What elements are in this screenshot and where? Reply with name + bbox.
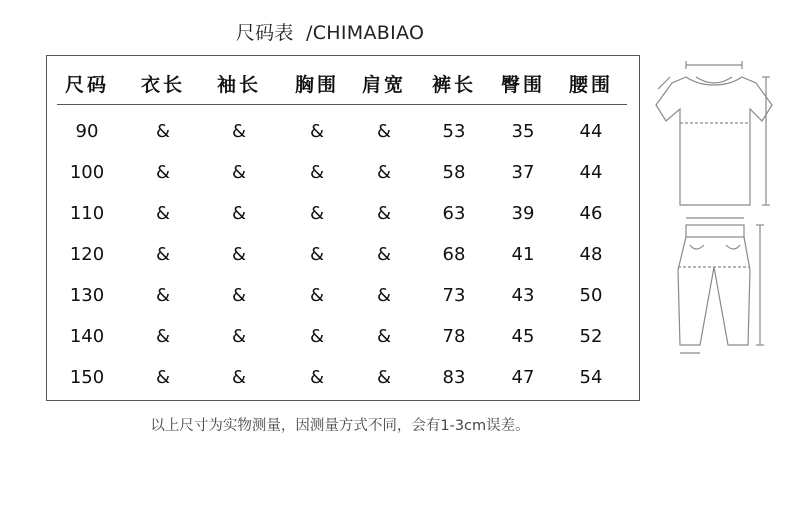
cell-chest: & [309,162,325,183]
cell-shoulder: & [376,326,392,347]
header-pants-length: 裤长 [431,74,476,96]
cell-sleeve: & [231,367,247,388]
header-shoulder: 肩宽 [361,74,406,96]
pants-diagram-icon [678,218,764,353]
cell-sleeve: & [231,162,247,183]
cell-pants-length: 63 [442,203,466,224]
cell-chest: & [309,367,325,388]
cell-pants-length: 58 [442,162,466,183]
cell-waist: 44 [579,162,603,183]
cell-length: & [155,244,171,265]
tshirt-diagram-icon [650,55,780,370]
header-divider [57,104,627,105]
cell-shoulder: & [376,203,392,224]
cell-shoulder: & [376,285,392,306]
title-en: /CHIMABIAO [306,22,425,44]
cell-sleeve: & [231,326,247,347]
cell-shoulder: & [376,367,392,388]
cell-pants-length: 78 [442,326,466,347]
cell-length: & [155,203,171,224]
cell-hip: 37 [511,162,535,183]
header-size: 尺码 [64,74,109,96]
cell-length: & [155,121,171,142]
cell-chest: & [309,244,325,265]
cell-size: 100 [69,162,105,183]
cell-length: & [155,285,171,306]
cell-size: 150 [69,367,105,388]
cell-size: 130 [69,285,105,306]
cell-hip: 43 [511,285,535,306]
measurement-note: 以上尺寸为实物测量，因测量方式不同，会有1-3cm误差。 [150,418,530,434]
cell-chest: & [309,285,325,306]
cell-shoulder: & [376,121,392,142]
cell-length: & [155,367,171,388]
cell-length: & [155,326,171,347]
cell-sleeve: & [231,244,247,265]
cell-waist: 46 [579,203,603,224]
header-hip: 臀围 [500,74,545,96]
cell-waist: 44 [579,121,603,142]
cell-shoulder: & [376,162,392,183]
cell-sleeve: & [231,285,247,306]
cell-size: 90 [75,121,99,142]
cell-waist: 50 [579,285,603,306]
cell-hip: 41 [511,244,535,265]
cell-size: 140 [69,326,105,347]
cell-sleeve: & [231,203,247,224]
header-sleeve: 袖长 [216,74,261,96]
cell-length: & [155,162,171,183]
header-length: 衣长 [140,74,185,96]
cell-chest: & [309,203,325,224]
cell-hip: 39 [511,203,535,224]
cell-waist: 52 [579,326,603,347]
cell-hip: 35 [511,121,535,142]
cell-waist: 54 [579,367,603,388]
cell-shoulder: & [376,244,392,265]
cell-pants-length: 83 [442,367,466,388]
cell-pants-length: 68 [442,244,466,265]
header-waist: 腰围 [568,74,613,96]
cell-size: 120 [69,244,105,265]
cell-hip: 47 [511,367,535,388]
size-table [46,55,640,401]
cell-size: 110 [69,203,105,224]
cell-waist: 48 [579,244,603,265]
cell-sleeve: & [231,121,247,142]
header-chest: 胸围 [294,74,339,96]
cell-chest: & [309,326,325,347]
table-header [47,66,639,98]
cell-pants-length: 53 [442,121,466,142]
measurement-diagram [650,55,780,370]
page-title [0,18,660,45]
cell-hip: 45 [511,326,535,347]
cell-chest: & [309,121,325,142]
title-cn: 尺码表 [235,22,294,44]
cell-pants-length: 73 [442,285,466,306]
